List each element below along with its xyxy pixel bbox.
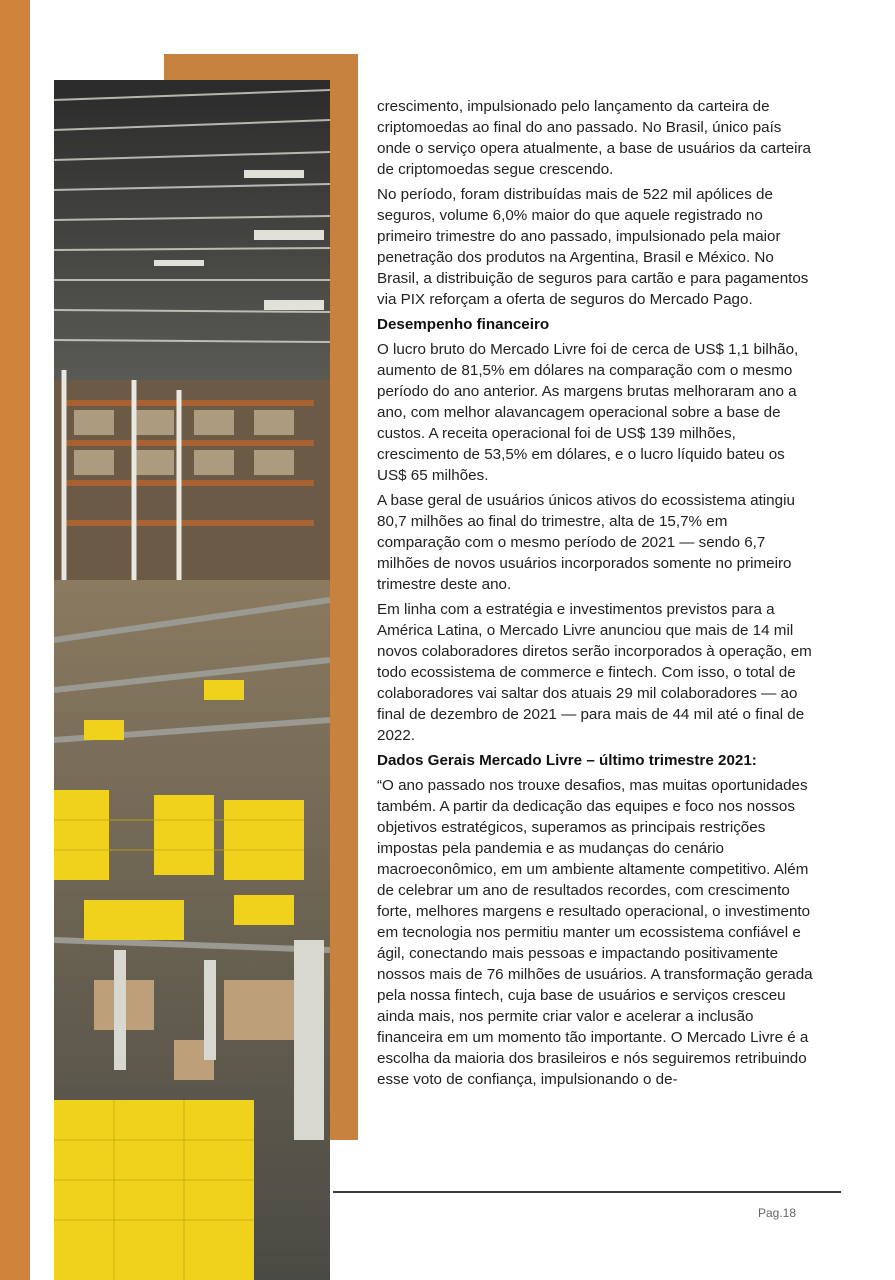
heading-dados-gerais: Dados Gerais Mercado Livre – último trimestre 2021: — [377, 752, 757, 769]
paragraph-usuarios: A base geral de usuários únicos ativos do ecossistema atingiu 80,7 milhões ao final do trimestre, alta de 15,7% em comparação com o mesmo período de 2021 — sendo 6,7 milhões de novos usuários incorporados somente no primeiro trimestre deste ano. — [377, 492, 795, 593]
heading-desempenho-financeiro: Desempenho financeiro — [377, 316, 550, 333]
paragraph-colaboradores: Em linha com a estratégia e investimentos previstos para a América Latina, o Mercado Livre anunciou que mais de 14 mil novos colaboradores diretos serão incorporados à operação, em todo ecossistema de commerce e fintech. Com isso, o total de colaboradores vai saltar dos atuais 29 mil colaboradores — ao final de dezembro de 2021 — para mais de 44 mil até o final de 2022. — [377, 601, 812, 744]
article-body — [377, 96, 813, 1094]
paragraph-citacao: “O ano passado nos trouxe desafios, mas muitas oportunidades também. A partir da dedicação das equipes e foco nos nossos objetivos estratégicos, superamos as principais restrições impostas pela pandemia e as mudanças do cenário macroeconômico, em um ambiente altamente competitivo. Além de celebrar um ano de resultados recordes, com crescimento forte, melhores margens e resultado operacional, o investimento em tecnologia nos permitiu manter um ecossistema confiável e ágil, conectando mais pessoas e impactando positivamente nossos mais de 76 milhões de usuários. A transformação gerada pela nossa fintech, cuja base de usuários e serviços cresceu ainda mais, nos permite criar valor e acelerar a inclusão financeira em um momento tão importante. O Mercado Livre é a escolha da maioria dos brasileiros e nós seguiremos retribuindo esse voto de confiança, impulsionando o de- — [377, 777, 813, 1088]
left-accent-bar — [0, 0, 30, 1280]
warehouse-photo — [54, 80, 330, 1280]
paragraph-crypto: crescimento, impulsionado pelo lançamento da carteira de criptomoedas ao final do ano passado. No Brasil, único país onde o serviço opera atualmente, a base de usuários da carteira de criptomoedas segue crescendo. — [377, 98, 811, 178]
paragraph-seguros: No período, foram distribuídas mais de 522 mil apólices de seguros, volume 6,0% maior do que aquele registrado no primeiro trimestre do ano passado, impulsionado pela maior penetração dos produtos na Argentina, Brasil e México. No Brasil, a distribuição de seguros para cartão e para pagamentos via PIX reforçam a oferta de seguros do Mercado Pago. — [377, 186, 809, 308]
paragraph-lucro: O lucro bruto do Mercado Livre foi de cerca de US$ 1,1 bilhão, aumento de 81,5% em dólares na comparação com o mesmo período do ano anterior. As margens brutas melhoraram ano a ano, com melhor alavancagem operacional sobre a base de custos. A receita operacional foi de US$ 139 milhões, crescimento de 53,5% em dólares, e o lucro líquido bateu os US$ 65 milhões. — [377, 341, 799, 484]
page-number: Pag.18 — [758, 1206, 797, 1220]
footer-divider — [333, 1191, 841, 1193]
